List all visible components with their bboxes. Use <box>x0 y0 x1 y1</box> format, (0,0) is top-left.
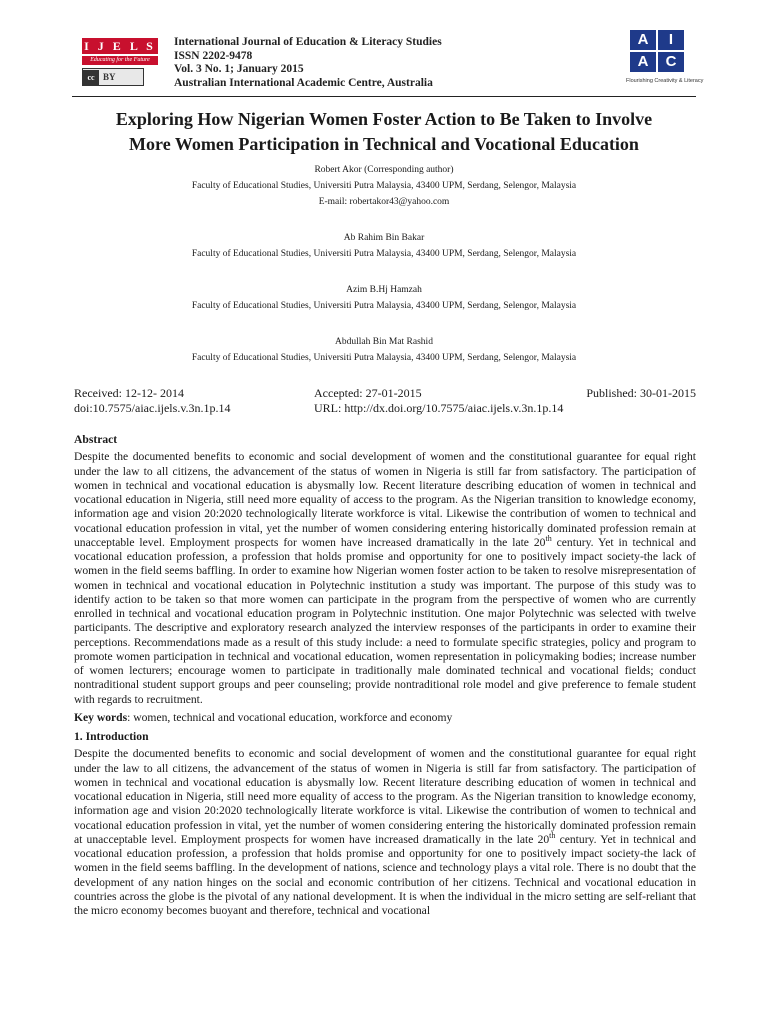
author-email[interactable]: E-mail: robertakor43@yahoo.com <box>318 197 450 207</box>
introduction-text-part: century. Yet in technical and vocational education profession, a profession that holds promise and opportunity for one to positively impact society-the lack of women in the field seems baffling. In the development of nations, science and technology plays a vital role. There is no doubt that the development of any nation hinges on the social and economic contribution of her citizens. Technical and vocational education in countries across the globe is the pivotal of any national development. It is when the individual in the micro setting are self-reliant that the micro economy becomes buoyant and therefore, technical and vocational <box>74 832 696 917</box>
author-affiliation: Faculty of Educational Studies, Universiti Putra Malaysia, 43400 UPM, Serdang, Selengor, Malaysia <box>191 301 577 311</box>
abstract-text-part: century. Yet in technical and vocational education profession, a profession that holds promise and opportunity for one to positively impact society-the lack of women in the field seems baffling. In order to examine how Nigerian women foster action to be taken to resolve misrepresentation of women in technical and vocational education in Polytechnic institution a study was important. The purpose of this study was to identify action to be taken so that more women can participate in the program from the perspective of women who are currently enrolled in technical and vocational education program in Polytechnic institution. One major Polytechnic was selected with twelve participants. The descriptive and exploratory research analyzed the interview responses of the participants in order to examine their perceptions. Recommendations made as a result of this study include: a need to formulate specific strategies, policy and program to promote women participation in technical and vocational education, women representation in policymaking bodies; increase number of women lecturers; encourage women to participate in traditionally male dominated technical and vocational fields; conduct nontraditional student support groups and peer counseling; provide nontraditional role model and give preference to female student with regards to recruitment. <box>74 535 696 706</box>
keywords-label: Key words <box>74 710 128 724</box>
creative-commons-badge <box>82 68 144 86</box>
article-url[interactable]: URL: http://dx.doi.org/10.7575/aiac.ijels.v.3n.1p.14 <box>314 401 564 415</box>
journal-issn: ISSN 2202-9478 <box>174 49 253 62</box>
accepted-date: Accepted: 27-01-2015 <box>314 386 422 400</box>
received-date: Received: 12-12- 2014 <box>74 386 184 400</box>
cc-by-label: BY <box>103 72 116 82</box>
doi: doi:10.7575/aiac.ijels.v.3n.1p.14 <box>74 401 231 415</box>
journal-publisher: Australian International Academic Centre, Australia <box>174 76 433 89</box>
aiac-logo <box>626 30 704 84</box>
title-line: More Women Participation in Technical and Vocational Education <box>129 134 639 154</box>
journal-volume: Vol. 3 No. 1; January 2015 <box>174 63 304 75</box>
author-name: Azim B.Hj Hamzah <box>346 285 422 295</box>
journal-info <box>174 36 442 90</box>
cc-icon: cc <box>83 70 99 86</box>
keywords <box>74 711 696 725</box>
aiac-letter: A <box>630 52 656 72</box>
author-name: Robert Akor (Corresponding author) <box>314 165 454 175</box>
author-affiliation: Faculty of Educational Studies, Universiti Putra Malaysia, 43400 UPM, Serdang, Selengor, Malaysia <box>191 353 577 363</box>
author-name: Abdullah Bin Mat Rashid <box>335 337 433 347</box>
author-list <box>72 162 696 386</box>
ijels-logo-text: I J E L S <box>82 38 158 54</box>
author-block <box>72 282 696 314</box>
author-affiliation: Faculty of Educational Studies, Universiti Putra Malaysia, 43400 UPM, Serdang, Selengor, Malaysia <box>191 181 577 191</box>
author-block <box>72 230 696 262</box>
superscript: th <box>545 533 552 543</box>
journal-name: International Journal of Education & Literacy Studies <box>174 36 442 48</box>
paper-title <box>60 107 708 157</box>
introduction-text <box>74 747 696 918</box>
author-name: Ab Rahim Bin Bakar <box>343 233 425 243</box>
title-line: Exploring How Nigerian Women Foster Action to Be Taken to Involve <box>115 109 653 129</box>
author-affiliation: Faculty of Educational Studies, Universiti Putra Malaysia, 43400 UPM, Serdang, Selengor, Malaysia <box>191 249 577 259</box>
page-header <box>0 0 768 100</box>
header-divider <box>72 96 696 97</box>
paper-body <box>74 433 696 918</box>
abstract-text <box>74 450 696 707</box>
author-block <box>72 334 696 366</box>
aiac-letter: A <box>630 30 656 50</box>
superscript: th <box>549 830 556 840</box>
abstract-heading: Abstract <box>74 433 118 446</box>
aiac-letter: C <box>658 52 684 72</box>
abstract-text-part: Despite the documented benefits to economic and social development of women and the constitutional guarantee for equal right under the law to all citizens, the advancement of the status of women in Nigeria is still far from satisfactory. The participation of women in technical and vocational education is abysmally low. Recent literature describing education of women in technical and vocational education in Nigeria, still need more equality of access to the program. As the Nigerian transition to knowledge economy, information age and vision 20:2020 technologically literate workforce is vital. Likewise the contribution of women to technical and vocational education profession in vital, yet the number of women considering entering historically dominated profession remain at unacceptable level. Employment prospects for women have increased dramatically in the late 20 <box>74 450 696 549</box>
introduction-heading: 1. Introduction <box>74 730 149 743</box>
keywords-text: : women, technical and vocational education, workforce and economy <box>127 710 453 724</box>
publication-dates <box>74 386 696 416</box>
aiac-letter: I <box>658 30 684 50</box>
author-block <box>72 162 696 210</box>
introduction-text-part: Despite the documented benefits to economic and social development of women and the constitutional guarantee for equal right under the law to all citizens, the advancement of the status of women in Nigeria is still far from satisfactory. The participation of women in technical and vocational education is abysmally low. Recent literature describing education of women in technical and vocational education in Nigeria, still need more equality of access to the program. As the Nigerian transition to knowledge economy, information age and vision 20:2020 technologically literate workforce is vital. Likewise the contribution of women to technical and vocational education profession in vital, yet the number of women considering entering the historically dominated profession remain at unacceptable level. Employment prospects for women have increased dramatically in the late 20 <box>74 747 696 846</box>
ijels-logo <box>82 38 158 65</box>
aiac-tagline: Flourishing Creativity & Literacy <box>626 78 704 84</box>
published-date: Published: 30-01-2015 <box>586 386 696 400</box>
ijels-tagline: Educating for the Future <box>82 56 158 65</box>
